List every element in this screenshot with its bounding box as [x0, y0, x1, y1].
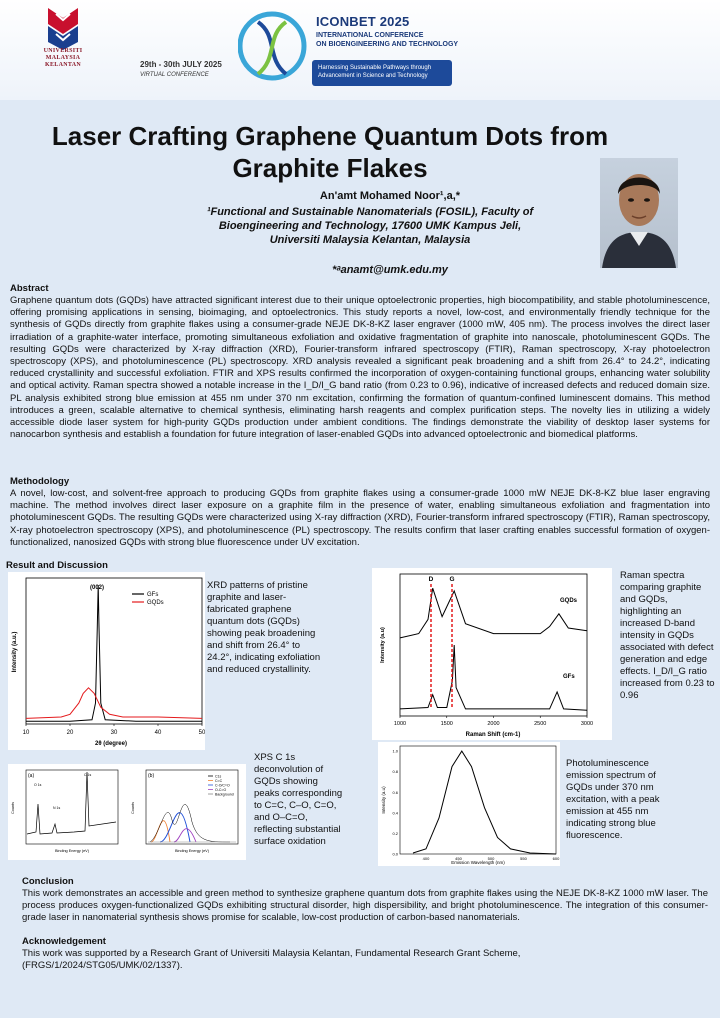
xps-panel-a-y-label: Counts: [11, 801, 15, 815]
raman-series-gqds: [400, 588, 587, 638]
pl-y-axis-label: Intensity (a.u): [381, 786, 386, 814]
xrd-annotation-002: (002): [89, 585, 105, 591]
pl-x-tick-label: 500: [487, 856, 495, 861]
xps-panel-a-x-label: Binding Energy (eV): [55, 849, 89, 853]
pl-chart-svg: [378, 742, 560, 866]
methodology-text: A novel, low-cost, and solvent-free approach to producing GQDs from graphite flakes using a consumer-grade 1000 mW NEJE DK-8-KZ blue laser engraving machine. The method involves direct laser exposure on a graphite film in the presence of water, enabling simultaneous exfoliation and fragmentation into photoluminescent GQDs. The resulting GQDs were characterized using X-ray diffraction (XRD), Fourier-transform infrared spectroscopy (FTIR), Raman spectroscopy, X-ray photoelectron spectroscopy (XPS), and photoluminescence (PL) spectroscopy. The results confirm that laser crafting enables successful formation of oxygen-functionalized, nanosized GQDs with strong blue fluorescence under UV excitation.: [10, 488, 710, 548]
xps-legend-background: Background: [215, 792, 234, 797]
xps-panel-b-label: (b): [148, 773, 155, 779]
xrd-caption: XRD patterns of pristine graphite and laser-fabricated graphene quantum dots (GQDs) showing peak broadening and shift from 26.4° to 24.2°, indicating exfoliation and reduced crystallinity.: [207, 580, 321, 675]
conference-emblem: [238, 6, 308, 92]
pl-x-tick-label: 600: [552, 856, 560, 861]
xrd-x-tick-label: 30: [110, 730, 118, 736]
university-name: UNIVERSITI MALAYSIA KELANTAN: [43, 48, 83, 68]
raman-chart: [372, 568, 612, 740]
raman-chart-svg: [372, 568, 612, 740]
xps-legend-c1s: C1s: [215, 774, 222, 779]
xrd-series-gqds: [26, 688, 202, 719]
raman-series-gfs: [400, 645, 587, 710]
legend-label-gfs: GFs: [147, 592, 159, 598]
pl-caption: Photoluminescence emission spectrum of GQDs under 370 nm excitation, with a peak emission at 455 nm indicating strong blue fluorescence.: [566, 758, 660, 841]
author-affiliation: ¹Functional and Sustainable Nanomaterials (FOSIL), Faculty of Bioengineering and Technology, 17600 UMK Kampus Jeli, Universiti Malaysia Kelantan, Malaysia: [206, 206, 534, 246]
results-heading: Result and Discussion: [6, 560, 108, 571]
xps-panel-b-y-label: Counts: [131, 801, 135, 815]
author-portrait: [600, 158, 678, 268]
xps-annotation-c1s: C 1s: [84, 773, 92, 777]
conference-tagline: Harnessing Sustainable Pathways through Advancement in Science and Technology: [312, 60, 452, 86]
pl-plot-frame: [400, 746, 556, 854]
author-photo: [600, 158, 678, 268]
xrd-x-tick-label: 40: [154, 730, 162, 736]
pl-y-tick-label: 0.0: [392, 851, 398, 857]
xrd-x-tick-label: 20: [66, 730, 74, 736]
xrd-chart-svg: [8, 572, 205, 750]
author-email: *ᵃanamt@umk.edu.my: [332, 264, 448, 276]
conference-date: 29th - 30th JULY 2025 VIRTUAL CONFERENCE: [140, 60, 222, 78]
raman-plot-frame: [400, 574, 587, 716]
poster-title: Laser Crafting Graphene Quantum Dots from Graphite Flakes: [51, 121, 609, 183]
pl-y-tick-label: 0.4: [392, 810, 398, 816]
xps-legend-oco: O-C=O: [215, 788, 227, 792]
pl-x-axis-label: Emission Wavelength (nm): [451, 860, 505, 865]
legend-label-gqds: GQDs: [147, 600, 164, 606]
xrd-x-tick-label: 50: [198, 730, 205, 736]
conference-title: ICONBET 2025: [316, 14, 410, 29]
abstract-heading: Abstract: [10, 283, 49, 294]
pl-series-pl: [413, 751, 556, 854]
xps-legend-cc: C=C: [215, 779, 223, 783]
xps-peak-oco: [174, 829, 196, 842]
raman-label-gqds: GQDs: [560, 598, 578, 604]
xps-peak-co: [160, 813, 190, 842]
acknowledgement-heading: Acknowledgement: [22, 936, 106, 947]
xps-caption: XPS C 1s deconvolution of GQDs showing peaks corresponding to C=C, C–O, C=O, and O–C=O, reflecting substantial surface oxidation: [254, 752, 343, 847]
pl-x-tick-label: 400: [422, 856, 430, 861]
raman-x-tick-label: 2500: [534, 721, 547, 727]
raman-caption: Raman spectra comparing graphite and GQDs, highlighting an increased D-band intensity in GQDs associated with defect generation and edge effects. I_D/I_G ratio increased from 0.23 to 0.96: [620, 570, 715, 701]
raman-x-axis-label: Raman Shift (cm-1): [465, 732, 521, 738]
xps-annotation-n1s: N 1s: [53, 806, 61, 810]
xps-survey-curve: [27, 772, 116, 834]
xps-chart-svg: [8, 764, 246, 860]
raman-x-tick-label: 2000: [487, 721, 500, 727]
xrd-x-tick-label: 10: [22, 730, 30, 736]
xrd-y-axis-label: Intensity (a.u.): [12, 631, 18, 673]
acknowledgement-text: This work was supported by a Research Grant of Universiti Malaysia Kelantan, Fundamental Research Grant Scheme, (FRGS/1/2024/STG05/UMK/02/1337).: [22, 948, 521, 972]
abstract-text: Graphene quantum dots (GQDs) have attracted significant interest due to their unique optoelectronic properties, high biocompatibility, and stable photoluminescence, offering promising applications in sensing, bioimaging, and optoelectronics. This study reports a novel, low-cost, and environmentally friendly technique for the synthesis of GQDs directly from graphite flakes using a consumer-grade NEJE DK-8-KZ laser engraver (1000 mW, 405 nm). The process involves the direct laser irradiation of a graphite-water interface, promoting simultaneous exfoliation and oxidative fragmentation of graphite into nanoscale, photoluminescent GQDs. The resulting GQDs were characterized by X-ray diffraction (XRD), Fourier-transform infrared spectroscopy (FTIR), Raman spectroscopy, X-ray photoelectron spectroscopy (XPS), and photoluminescence (PL) spectroscopy. XRD analysis revealed a significant peak broadening and a shift from 26.4° to 24.2°, indicating reduced crystallinity and successful exfoliation. FTIR and XPS results confirmed the incorporation of oxygen-containing functional groups, enhancing water solubility and optical activity. Raman spectra showed a notable increase in the I_D/I_G band ratio (from 0.23 to 0.96), indicative of increased defects and reduced domain size. PL analysis exhibited strong blue emission at 455 nm under 370 nm excitation, confirming the formation of quantum-confined luminescent domains. This method introduces a green, scalable alternative to chemical synthesis, eliminating harsh reagents and complex purification steps. The novelty lies in utilizing a widely accessible diode laser system for high-purity GQDs production under ambient conditions. The findings demonstrate the viability of desktop laser systems for nanocarbon synthesis and establish a foundation for future integration of laser-enabled GQDs into advanced optoelectronic and biomedical platforms.: [10, 295, 710, 441]
methodology-heading: Methodology: [10, 476, 70, 487]
pl-x-tick-label: 450: [455, 856, 462, 861]
xps-legend-co: C-O/C=O: [215, 783, 230, 788]
conference-logo-area: [138, 0, 598, 98]
xps-charts: [8, 764, 246, 860]
pl-y-tick-label: 1.0: [392, 748, 398, 754]
xps-panel-b-x-label: Binding Energy (eV): [175, 849, 209, 853]
xps-panel-a-label: (a): [28, 773, 35, 779]
xrd-x-axis-label: 2θ (degree): [95, 741, 127, 747]
conference-banner: [0, 0, 720, 100]
pl-x-tick-label: 550: [520, 856, 527, 861]
conference-subtitle: INTERNATIONAL CONFERENCE ON BIOENGINEERING AND TECHNOLOGY: [316, 32, 459, 48]
conclusion-heading: Conclusion: [22, 876, 74, 887]
xrd-chart: [8, 572, 205, 750]
xps-annotation-o1s: O 1s: [34, 783, 42, 787]
university-logo: [38, 4, 88, 50]
pl-chart: [378, 742, 560, 866]
raman-x-tick-label: 1500: [440, 721, 453, 727]
author-name: An'amt Mohamed Noor¹,a,*: [319, 190, 461, 202]
raman-y-axis-label: Intensity (a.u): [380, 627, 386, 663]
pl-y-tick-label: 0.2: [392, 830, 398, 836]
xps-c1s-envelope: [150, 804, 230, 842]
raman-x-tick-label: 1000: [393, 721, 407, 727]
pl-y-tick-label: 0.6: [392, 789, 398, 795]
conclusion-text: This work demonstrates an accessible and green method to synthesize graphene quantum dots from graphite flakes using the NEJE DK-8-KZ 1000 mW laser. The process produces oxygen-functionalized GQDs exhibiting structural disorder, high dispersibility, and bright photoluminescence. The integration of this consumer-grade laser in nanomaterial synthesis shows promise for scalable, low-cost production of carbon-based nanomaterials.: [22, 888, 708, 924]
raman-x-tick-label: 3000: [580, 721, 594, 727]
pl-y-tick-label: 0.8: [392, 769, 398, 775]
raman-annotation-g: G: [449, 576, 455, 583]
xrd-plot-frame: [26, 578, 202, 724]
xrd-series-gfs: [26, 585, 202, 721]
raman-label-gfs: GFs: [563, 674, 575, 680]
raman-annotation-d: D: [428, 576, 434, 583]
